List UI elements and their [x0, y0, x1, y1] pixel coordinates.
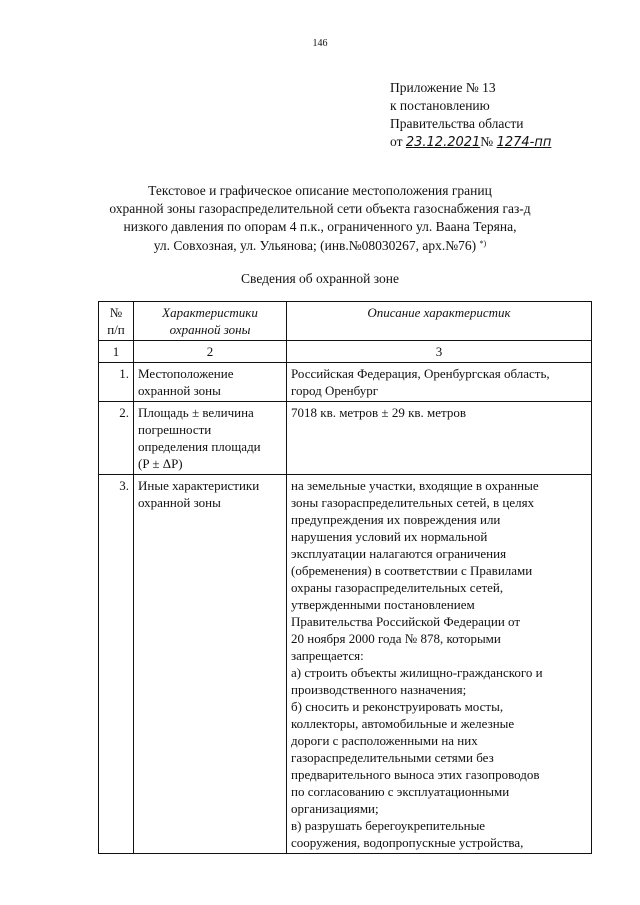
row-description-line: в) разрушать берегоукрепительные: [291, 818, 486, 833]
column-number-row: [99, 341, 592, 363]
row-description-line: 7018 кв. метров ± 29 кв. метров: [291, 405, 466, 420]
handwritten-date: 23.12.2021: [405, 135, 481, 150]
row-description-line: утвержденными постановлением: [291, 597, 475, 612]
row-description: [287, 475, 592, 854]
row-description: [287, 402, 592, 475]
row-description-line: Российская Федерация, Оренбургская область,: [291, 366, 550, 381]
header-characteristics-cell: [134, 302, 287, 341]
appendix-date-line: [390, 133, 551, 152]
row-description-line: 20 ноября 2000 года № 878, которыми: [291, 631, 501, 646]
title-line-2: охранной зоны газораспределительной сети объекта газоснабжения газ-д: [109, 201, 531, 217]
row-description-line: предварительного выноса этих газопроводов: [291, 767, 540, 782]
header-number-line-2: п/п: [107, 322, 125, 337]
row-characteristic-line: погрешности: [138, 422, 212, 437]
row-description-line: газораспределительными сетями без: [291, 750, 494, 765]
column-number-1: 1: [99, 341, 134, 363]
row-description-line: эксплуатации налагаются ограничения: [291, 546, 507, 561]
table-row-location: [99, 363, 592, 402]
row-description-line: Правительства Российской Федерации от: [291, 614, 521, 629]
column-number-3: 3: [287, 341, 592, 363]
row-number: 3.: [99, 475, 134, 854]
row-description-line: по согласованию с эксплуатационными: [291, 784, 510, 799]
row-number: 1.: [99, 363, 134, 402]
table-row-other-characteristics: [99, 475, 592, 854]
header-characteristics-line-2: охранной зоны: [169, 322, 251, 337]
row-description: [287, 363, 592, 402]
row-characteristic: [134, 402, 287, 475]
row-description-line: коллекторы, автомобильные и железные: [291, 716, 515, 731]
row-number: 2.: [99, 402, 134, 475]
row-description-line: нарушения условий их нормальной: [291, 529, 488, 544]
appendix-line-3: Правительства области: [390, 116, 524, 131]
row-description-line: производственного назначения;: [291, 682, 467, 697]
appendix-header: [390, 79, 551, 152]
row-description-line: (обременения) в соответствии с Правилами: [291, 563, 533, 578]
section-subtitle: Сведения об охранной зоне: [241, 271, 399, 286]
header-characteristics-line-1: Характеристики: [162, 305, 258, 320]
row-characteristic-line: охранной зоны: [138, 383, 221, 398]
row-description-line: сооружения, водопропускные устройства,: [291, 835, 524, 850]
header-description-cell: Описание характеристик: [287, 302, 592, 341]
row-characteristic-line: Местоположение: [138, 366, 234, 381]
row-characteristic-line: охранной зоны: [138, 495, 221, 510]
title-line-4-text: ул. Совхозная, ул. Ульянова; (инв.№08030267, арх.№76): [153, 237, 477, 253]
title-line-4: [90, 237, 550, 255]
row-characteristic-line: (P ± ΔP): [138, 456, 183, 471]
row-characteristic-line: Иные характеристики: [138, 478, 260, 493]
table-header-row: [99, 302, 592, 341]
row-description-line: предупреждения их повреждения или: [291, 512, 501, 527]
row-description-line: город Оренбург: [291, 383, 379, 398]
row-description-line: зоны газораспределительных сетей, в целях: [291, 495, 535, 510]
row-description-line: организациями;: [291, 801, 379, 816]
row-characteristic-line: определения площади: [138, 439, 261, 454]
row-description-line: б) сносить и реконструировать мосты,: [291, 699, 504, 714]
row-description-line: на земельные участки, входящие в охранные: [291, 478, 539, 493]
row-characteristic-line: Площадь ± величина: [138, 405, 254, 420]
appendix-line-1: Приложение № 13: [390, 80, 496, 95]
row-characteristic: [134, 475, 287, 854]
footnote-mark: *): [479, 238, 487, 248]
handwritten-number: 1274-пп: [496, 135, 552, 150]
zone-info-table: [98, 301, 592, 854]
row-description-line: охраны газораспределительных сетей,: [291, 580, 504, 595]
header-number-line-1: №: [109, 305, 123, 320]
number-prefix: №: [480, 134, 494, 149]
row-characteristic: [134, 363, 287, 402]
date-prefix: от: [390, 134, 403, 149]
appendix-line-2: к постановлению: [390, 98, 490, 113]
page-number: 146: [312, 38, 328, 49]
row-description-line: дороги с расположенными на них: [291, 733, 478, 748]
title-line-3: низкого давления по опорам 4 п.к., ограниченного ул. Ваана Теряна,: [123, 219, 517, 235]
document-title: [90, 182, 550, 255]
row-description-line: запрещается:: [291, 648, 364, 663]
title-line-1: Текстовое и графическое описание местоположения границ: [148, 183, 492, 198]
column-number-2: 2: [134, 341, 287, 363]
header-number-cell: [99, 302, 134, 341]
row-description-line: а) строить объекты жилищно-гражданского и: [291, 665, 543, 680]
table-row-area: [99, 402, 592, 475]
